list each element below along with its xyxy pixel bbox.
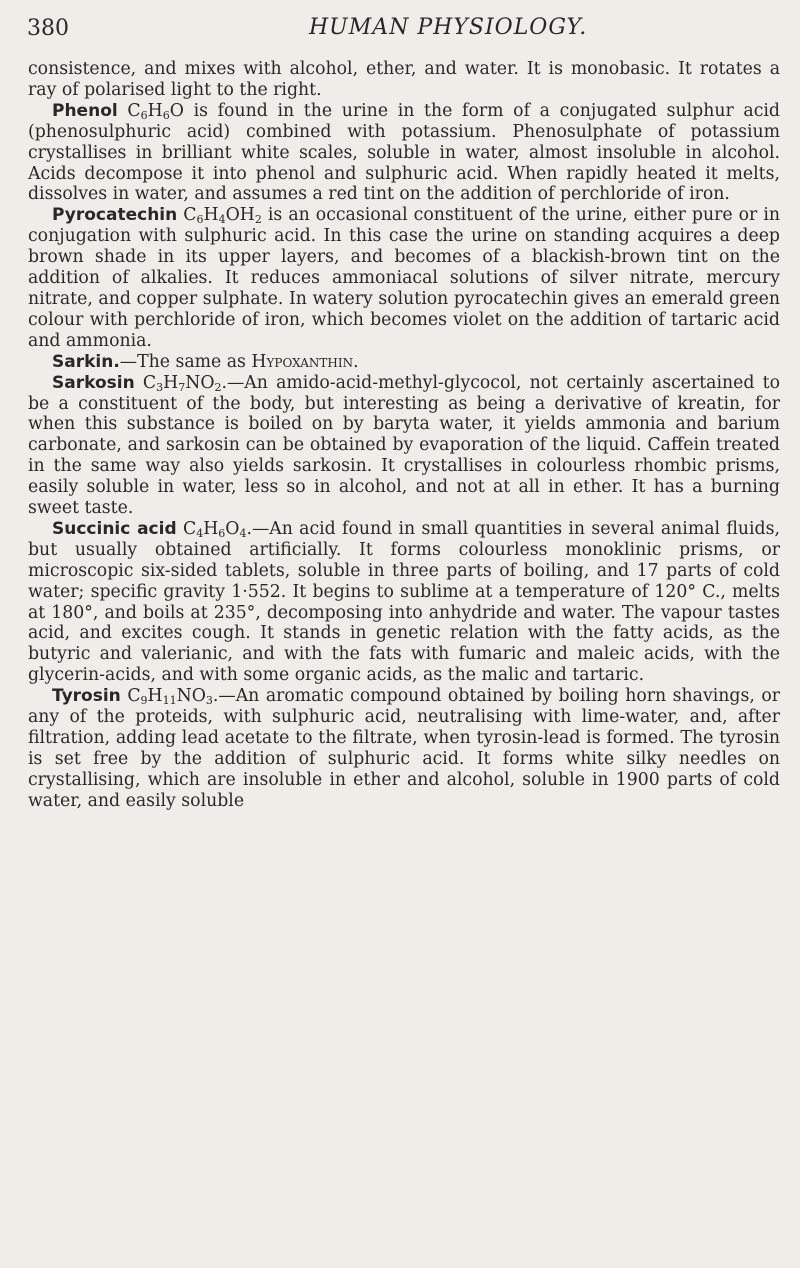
entry-heading: Tyrosin — [52, 686, 121, 707]
entry-heading: Succinic acid — [52, 518, 177, 539]
entry-sarkin — [28, 352, 780, 373]
entry-heading: Sarkin. — [52, 351, 120, 372]
running-title: HUMAN PHYSIOLOGY. — [309, 15, 588, 40]
entry-text: —The same as — [119, 351, 246, 372]
entry-text: is an occasional constituent of the urine, either pure or in conjugation with sulphuric acid. In this case the urine on standing acquires a deep brown shade in its upper layers, and becomes of a blackish-brown tint on the addition of alkalies. It reduces ammoniacal solutions of silver nitrate, mercury nitrate, and copper sulphate. In watery solution pyrocatechin gives an emerald green colour with perchloride of iron, which becomes violet on the addition of tartaric acid and ammonia. — [28, 205, 781, 351]
page-number: 380 — [27, 16, 69, 41]
entry-heading: Pyrocatechin — [52, 205, 178, 226]
entry-text: is found in the urine in the form of a conjugated sulphur acid (phenosulphuric acid) combined with potassium. Phenosulphate of potassium crystallises in brilliant white scales, soluble in water, almost insoluble in alcohol. Acids decompose it into phenol and sulphuric acid. When rapidly heated it melts, dissolves in water, and assumes a red tint on the addition of perchloride of iron. — [28, 100, 780, 205]
entry-text: .—An aromatic compound obtained by boiling horn shavings, or any of the proteids, with sulphuric acid, neutralising with lime-water, and, after filtration, adding lead acetate to the filtrate, when tyrosin-lead is formed. The tyrosin is set free by the addition of sulphuric acid. It forms white silky needles on crystallising, which are insoluble in ether and alcohol, soluble in 1900 parts of cold water, and easily soluble — [28, 686, 781, 811]
entry-text: .—An acid found in small quantities in several animal fluids, but usually obtained artificially. It forms colourless monoklinic prisms, or microscopic six-sided tablets, soluble in three parts of boiling, and 17 parts of cold water; specific gravity 1·552. It begins to sublime at a temperature of 120° C., melts at 180°, and boils at 235°, decomposing into anhydride and water. The vapour tastes acid, and excites cough. It stands in genetic relation with the fatty acids, as the butyric and valerianic, and with the fats with fumaric and maleic acids, with the glycerin-acids, and with some organic acids, as the malic and tartaric. — [28, 518, 780, 686]
page-header — [24, 14, 784, 48]
entry-heading: Sarkosin — [52, 372, 135, 393]
chemical-formula: $C_9H_{11}NO_3$ — [127, 686, 213, 708]
chemical-formula: $C_6H_4OH_2$ — [183, 205, 262, 227]
chemical-formula: $C_3H_7NO_2$ — [142, 372, 222, 394]
entry-succinic-acid — [28, 519, 780, 686]
chemical-formula: $C_4H_6O_4$ — [182, 518, 247, 540]
continuation-paragraph: consistence, and mixes with alcohol, ether, and water. It is monobasic. It rotates a ray of polarised light to the right. — [28, 59, 780, 100]
entry-text: .—An amido-acid-methyl-glycocol, not certainly ascertained to be a constituent of the body, but interesting as being a derivative of kreatin, for when this substance is boiled on by baryta water, it yields ammonia and barium carbonate, and sarkosin can be obtained by evaporation of the liquid. Caffein treated in the same way also yields sarkosin. It crystallises in colourless rhombic prisms, easily soluble in water, less so in alcohol, and not at all in ether. It has a burning sweet taste. — [28, 372, 780, 519]
entry-phenol — [28, 101, 780, 206]
entry-tyrosin — [28, 686, 780, 811]
body-text — [28, 59, 780, 812]
chemical-formula: $C_6H_6O$ — [127, 100, 184, 122]
entry-heading: Phenol — [52, 100, 118, 121]
cross-reference: Hypoxanthin. — [251, 351, 359, 372]
entry-pyrocatechin — [28, 205, 780, 351]
entry-sarkosin — [28, 373, 780, 519]
